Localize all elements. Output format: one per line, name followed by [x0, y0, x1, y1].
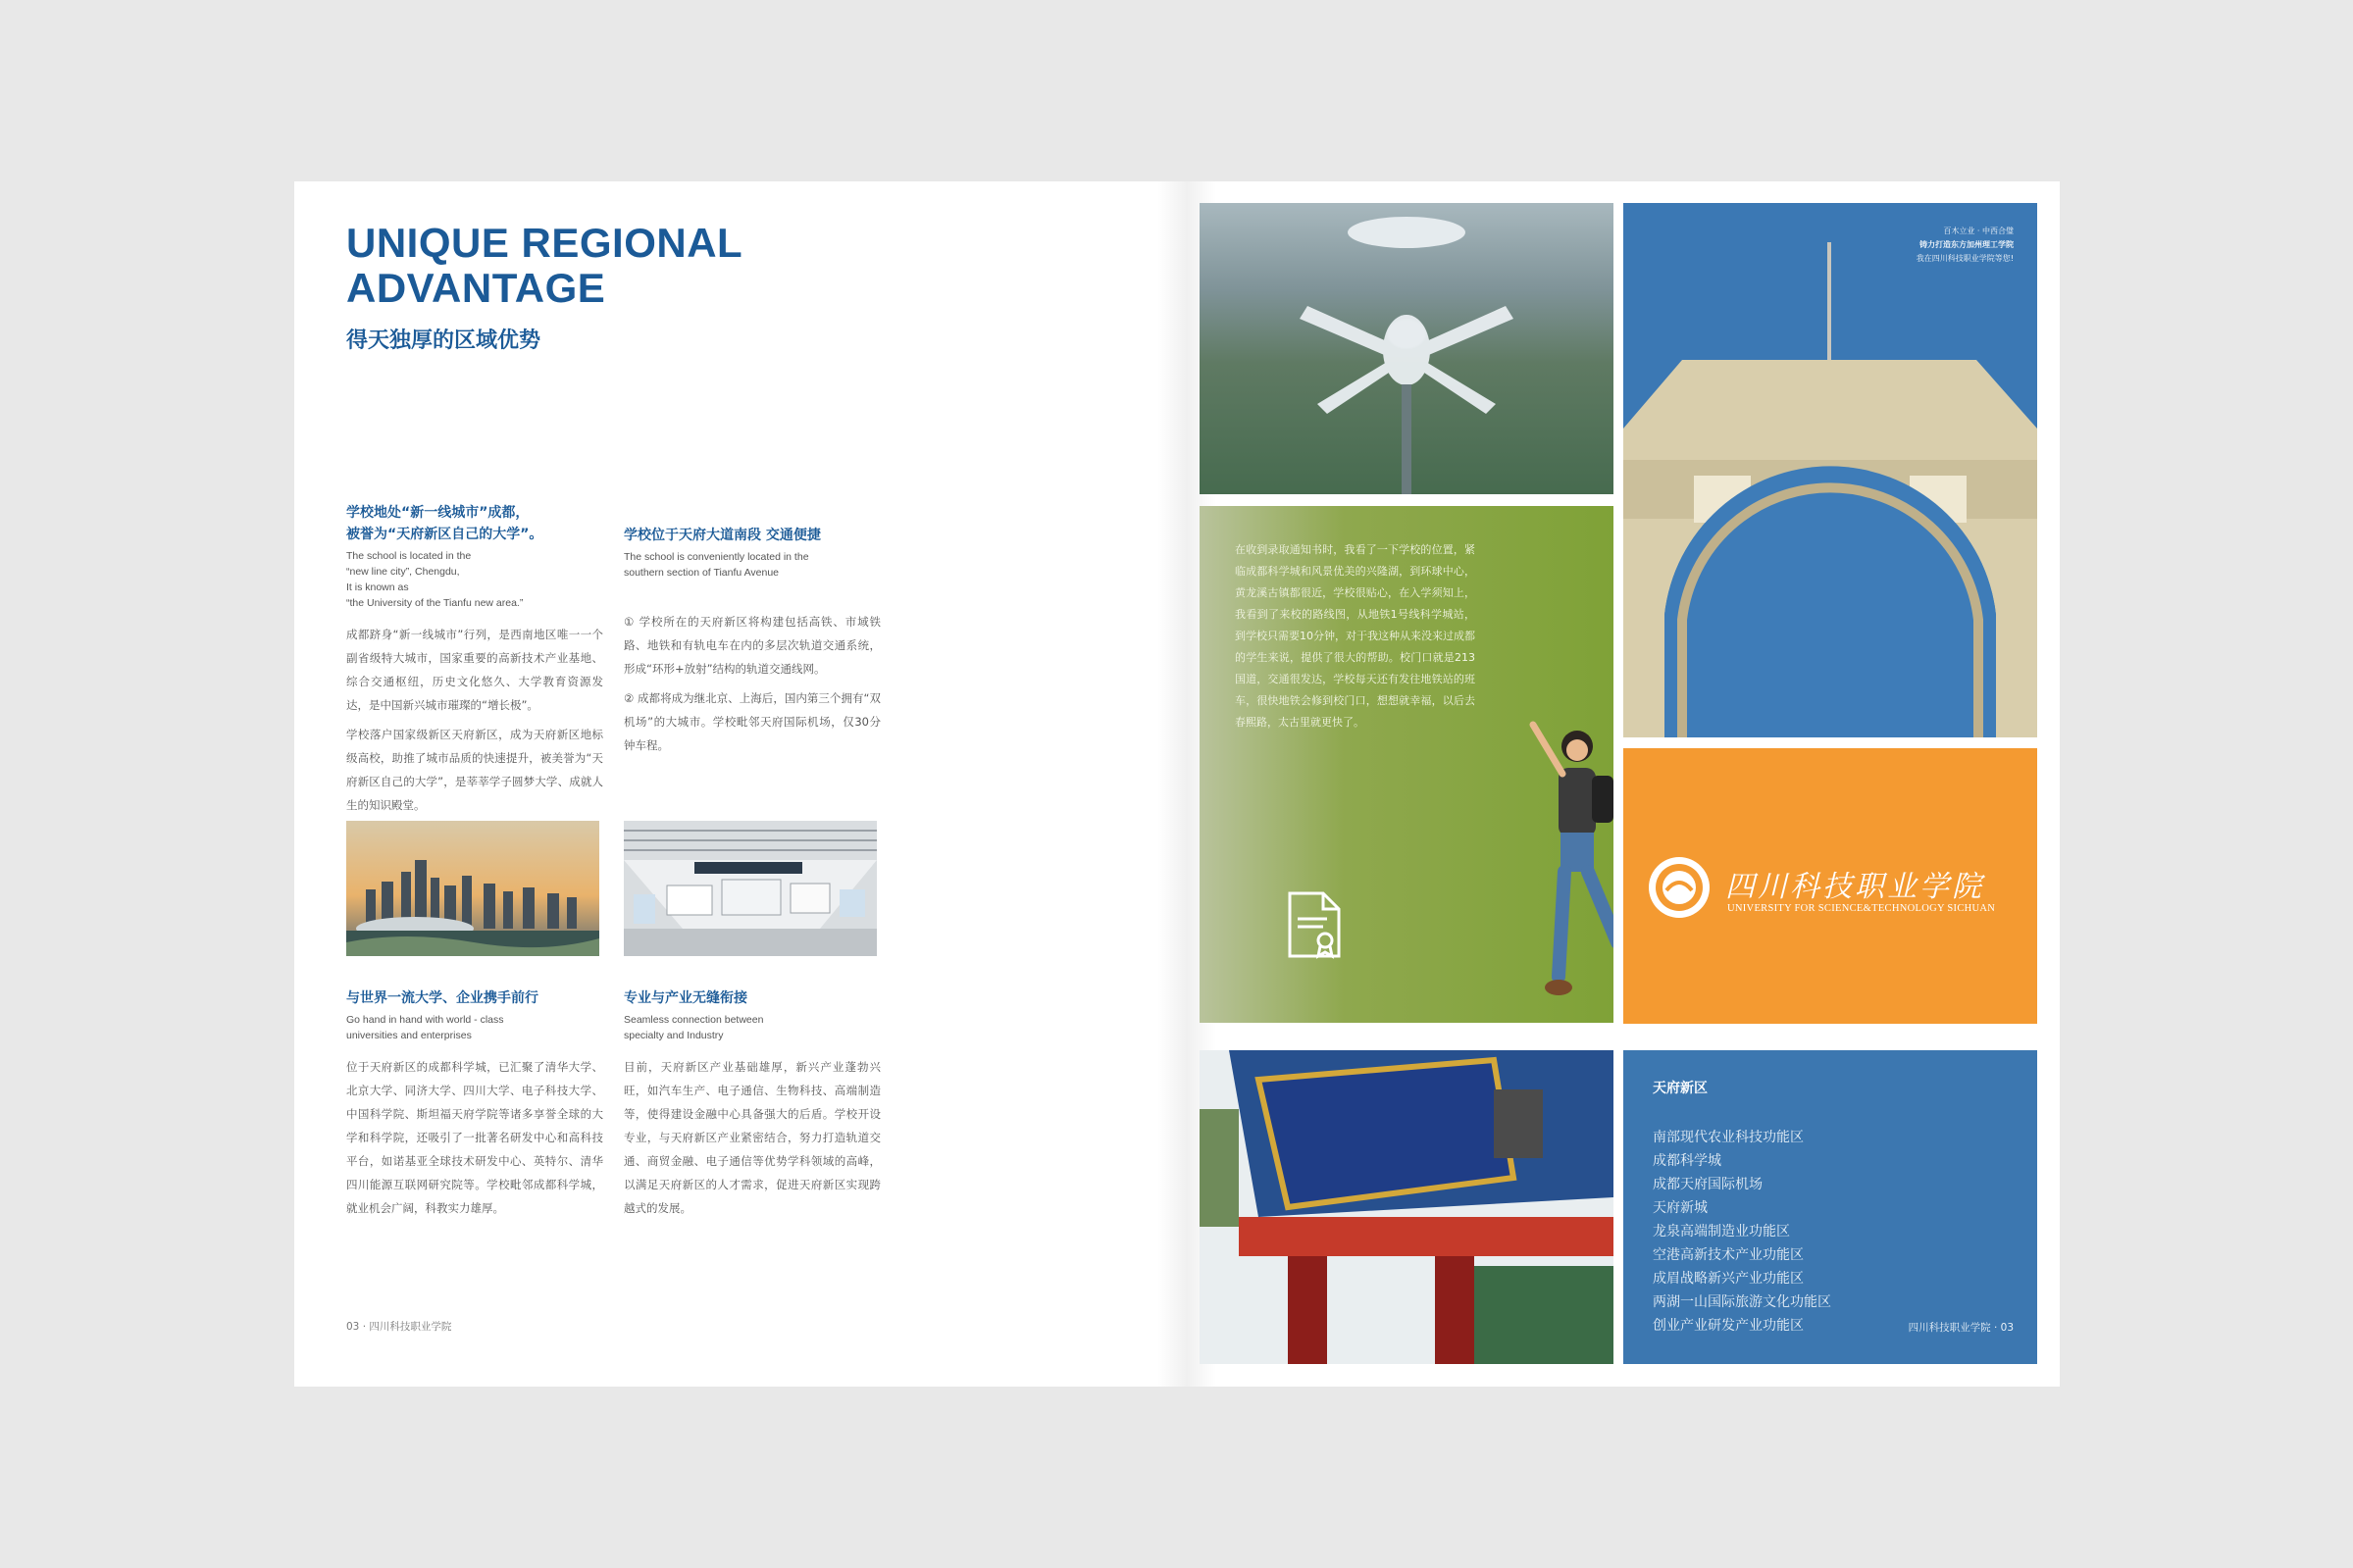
block-heading-cn: 专业与产业无缝衔接: [624, 990, 747, 1006]
block-paragraph: 目前，天府新区产业基础雄厚，新兴产业蓬勃兴旺，如汽车生产、电子通信、生物科技、高端制造等，使得建设金融中心具备强大的后盾。学校开设专业，与天府新区产业紧密结合，努力打造轨道交通、商贸金融、电子通信等优势学科领域的高峰，以满足天府新区的人才需求，促进天府新区实现跨越式的发展。: [624, 1060, 881, 1215]
block-heading-en: The school is located in the “new line city”, Chengdu, It is known as “the University of the Tianfu new area.”: [346, 550, 524, 609]
gate-caption-line: 百木立业 · 中西合璧: [1943, 227, 2014, 235]
block-paragraph: 学校落户国家级新区天府新区，成为天府新区地标级高校，助推了城市品质的快速提升，被美誉为“天府新区自己的大学”，是莘莘学子圆梦大学、成就人生的知识殿堂。: [346, 728, 603, 812]
district-item: 成都科学城: [1653, 1153, 1721, 1169]
student-quote-tile: [1200, 506, 1613, 1023]
gate-caption: [1917, 225, 2014, 266]
block-heading-en: Seamless connection between specialty and Industry: [624, 1014, 764, 1041]
gate-caption-line: 我在四川科技职业学院等您!: [1916, 254, 2014, 263]
block-paragraph: 成都跻身“新一线城市”行列，是西南地区唯一一个副省级特大城市，国家重要的高新技术产业基地、综合交通枢纽，历史文化悠久、大学教育资源发达，是中国新兴城市璀璨的“增长极”。: [346, 628, 603, 712]
tianfu-district-tile: [1623, 1050, 2037, 1364]
block-heading-en: Go hand in hand with world - class universities and enterprises: [346, 1014, 504, 1041]
block-heading-cn: 学校位于天府大道南段 交通便捷: [624, 528, 821, 543]
airport-aerial-photo: [1200, 203, 1613, 494]
college-name-cn: 四川科技职业学院: [1725, 870, 1984, 904]
tsinghua-gate-photo: [1623, 203, 2037, 737]
block-paragraph: ① 学校所在的天府新区将构建包括高铁、市域铁路、地铁和有轨电车在内的多层次轨道交通系统，形成“环形+放射”结构的轨道交通线网。: [624, 615, 881, 676]
block-industry: [624, 987, 881, 1220]
district-item: 龙泉高端制造业功能区: [1653, 1224, 1790, 1239]
certificate-icon: [1284, 889, 1345, 960]
city-skyline-photo: [346, 821, 599, 956]
page-title-cn: 得天独厚的区域优势: [346, 329, 541, 353]
block-city: [346, 502, 603, 817]
district-item: 天府新城: [1653, 1200, 1708, 1216]
district-item: 空港高新技术产业功能区: [1653, 1247, 1804, 1263]
district-title: 天府新区: [1653, 1081, 1708, 1096]
block-paragraph: ② 成都将成为继北京、上海后，国内第三个拥有“双机场”的大城市。学校毗邻天府国际机场，仅30分钟车程。: [624, 691, 881, 752]
district-list: [1653, 1126, 1831, 1338]
page-number-left: 03 · 四川科技职业学院: [346, 1321, 452, 1333]
block-heading-cn: 与世界一流大学、企业携手前行: [346, 990, 538, 1006]
traditional-gate-photo: [1200, 1050, 1613, 1364]
block-heading-cn: 学校地处“新一线城市”成都， 被誉为“天府新区自己的大学”。: [346, 505, 543, 542]
brochure-spread: [294, 181, 2060, 1387]
block-paragraph: 位于天府新区的成都科学城，已汇聚了清华大学、北京大学、同济大学、四川大学、电子科技大学、中国科学院、斯坦福天府学院等诸多享誉全球的大学和科学院，还吸引了一批著名研发中心和高科技平台，如诺基亚全球技术研发中心、英特尔、清华四川能源互联网研究院等。学校毗邻成都科学城，就业机会广阔，科教实力雄厚。: [346, 1060, 603, 1215]
district-item: 成眉战略新兴产业功能区: [1653, 1271, 1804, 1287]
left-page: [294, 181, 1177, 1387]
block-heading-en: The school is conveniently located in the southern section of Tianfu Avenue: [624, 551, 809, 579]
student-figure: [1523, 717, 1613, 1021]
page-title-en: UNIQUE REGIONAL ADVANTAGE: [346, 220, 743, 311]
college-logo-tile: [1623, 748, 2037, 1024]
district-item: 两湖一山国际旅游文化功能区: [1653, 1294, 1831, 1310]
student-quote-text: 在收到录取通知书时，我看了一下学校的位置，紧临成都科学城和风景优美的兴隆湖，到环球中心，黄龙溪古镇都很近，学校很贴心，在入学须知上，我看到了来校的路线图，从地铁1号线科学城站，到学校只需要10分钟，对于我这种从来没来过成都的学生来说，提供了很大的帮助。校门口就是213国道，交通很发达，学校每天还有发往地铁站的班车，很快地铁会修到校门口，想想就幸福，以后去春熙路，太古里就更快了。: [1235, 543, 1475, 729]
college-emblem-icon: [1647, 855, 1712, 920]
district-item: 南部现代农业科技功能区: [1653, 1130, 1804, 1145]
district-item: 成都天府国际机场: [1653, 1177, 1763, 1192]
block-partners: [346, 987, 603, 1220]
metro-station-photo: [624, 821, 877, 956]
page-number-right: 四川科技职业学院 · 03: [1908, 1322, 2014, 1334]
district-item: 创业产业研发产业功能区: [1653, 1318, 1804, 1334]
college-name-en: UNIVERSITY FOR SCIENCE&TECHNOLOGY SICHUAN: [1727, 903, 1996, 914]
gate-caption-line: 铸力打造东方加州理工学院: [1919, 240, 2014, 249]
block-transport: [624, 525, 881, 757]
